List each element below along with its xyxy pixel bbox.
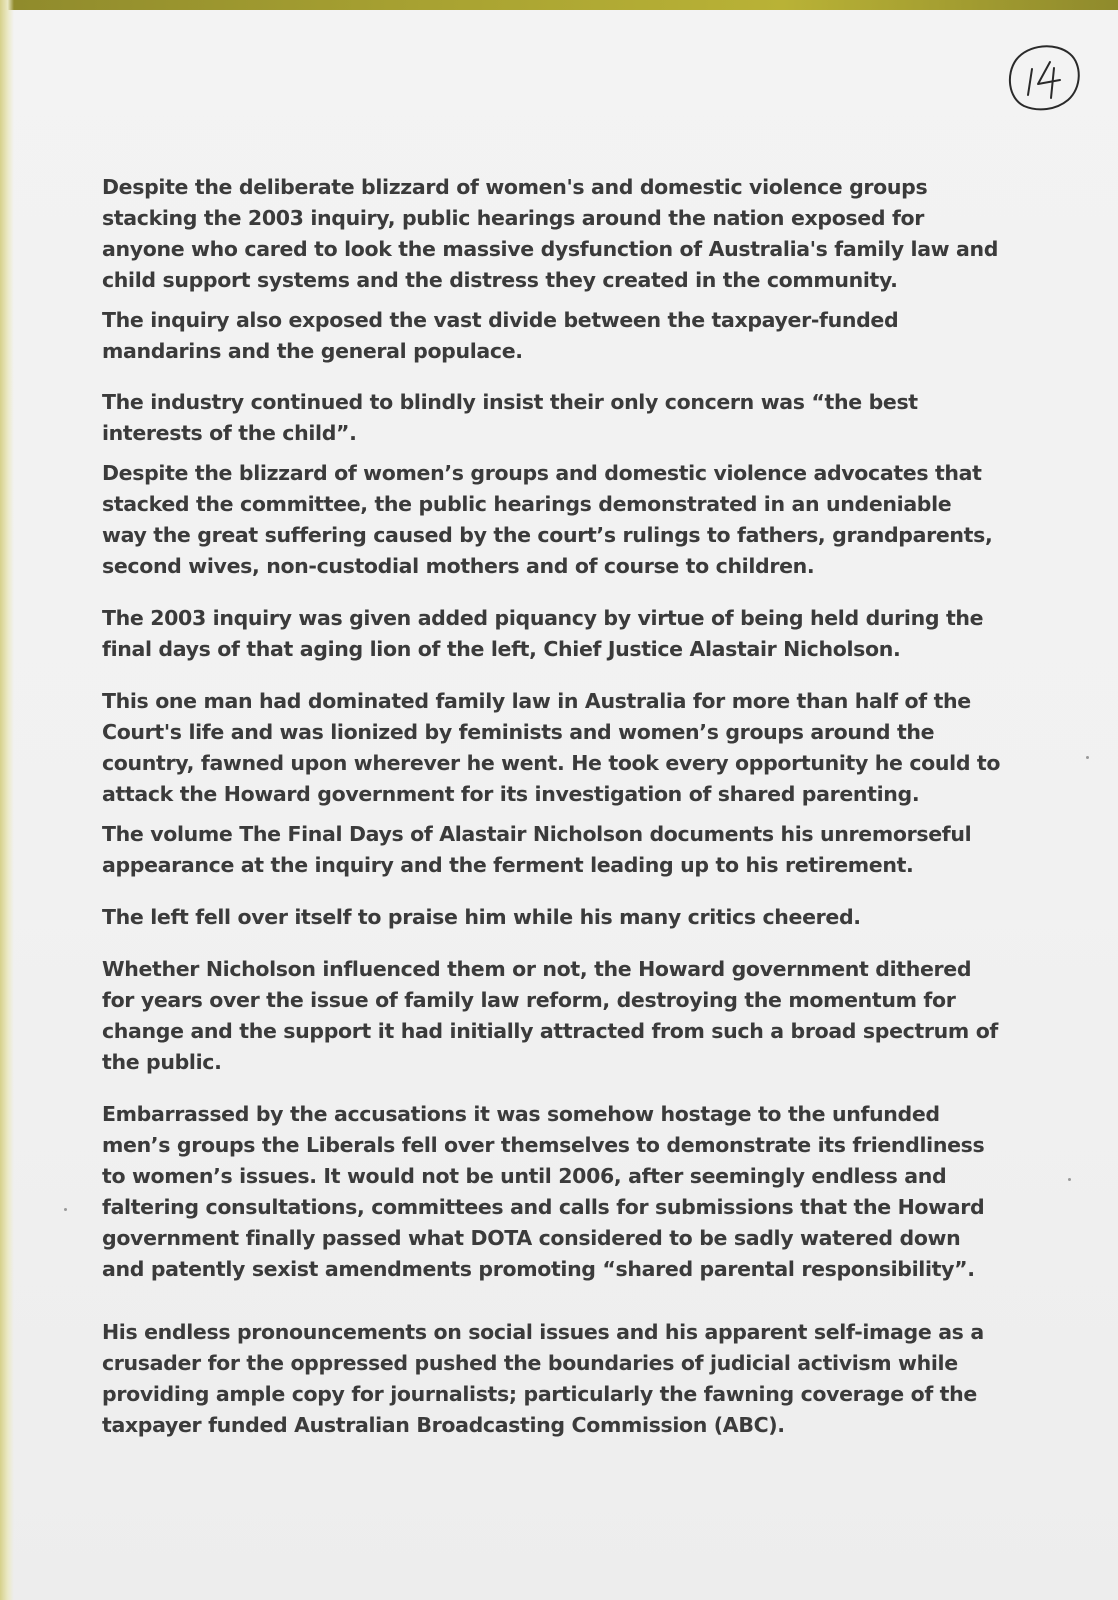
paragraph-9: Whether Nicholson influenced them or not, the Howard government dithered for years over the issue of family law reform, destroying the momentum for change and the support it had initially attracted from such a broad spectrum of the public. <box>102 957 999 1074</box>
scan-speck <box>1068 1178 1071 1181</box>
scan-speck <box>64 1208 67 1211</box>
handwritten-page-number <box>1004 40 1082 114</box>
paragraph-3: The industry continued to blindly insist their only concern was “the best interests of the child”. <box>102 390 918 445</box>
paragraph-2: The inquiry also exposed the vast divide between the taxpayer-funded mandarins and the general populace. <box>102 308 899 363</box>
paragraph-7: The volume The Final Days of Alastair Nicholson documents his unremorseful appearance at the inquiry and the ferment leading up to his retirement. <box>102 822 972 877</box>
paragraph-5: The 2003 inquiry was given added piquancy by virtue of being held during the final days of that aging lion of the left, Chief Justice Alastair Nicholson. <box>102 606 984 661</box>
paragraph-4: Despite the blizzard of women’s groups and domestic violence advocates that stacked the committee, the public hearings demonstrated in an undeniable way the great suffering caused by the court’s rulings to fathers, grandparents, second wives, non-custodial mothers and of course to children. <box>102 461 993 578</box>
paragraph-10: Embarrassed by the accusations it was somehow hostage to the unfunded men’s groups the Liberals fell over themselves to demonstrate its friendliness to women’s issues. It would not be until 2006, after seemingly endless and faltering consultations, committees and calls for submissions that the Howard government finally passed what DOTA considered to be sadly watered down and patently sexist amendments promoting “shared parental responsibility”. <box>102 1102 985 1281</box>
page-left-edge <box>0 0 14 1600</box>
paragraph-11: His endless pronouncements on social issues and his apparent self-image as a crusader for the oppressed pushed the boundaries of judicial activism while providing ample copy for journalists; particularly the fawning coverage of the taxpayer funded Australian Broadcasting Commission (ABC). <box>102 1320 984 1437</box>
page-top-edge <box>0 0 1118 10</box>
paragraph-1: Despite the deliberate blizzard of women's and domestic violence groups stacking the 2003 inquiry, public hearings around the nation exposed for anyone who cared to look the massive dysfunction of Australia's family law and child support systems and the distress they created in the community. <box>102 175 999 292</box>
paragraph-8: The left fell over itself to praise him while his many critics cheered. <box>102 905 861 929</box>
body-text <box>102 172 1002 1441</box>
scan-speck <box>1086 756 1089 759</box>
circled-number-drawing <box>1004 40 1082 114</box>
paragraph-6: This one man had dominated family law in Australia for more than half of the Court's life and was lionized by feminists and women’s groups around the country, fawned upon wherever he went. He took every opportunity he could to attack the Howard government for its investigation of shared parenting. <box>102 689 1001 806</box>
